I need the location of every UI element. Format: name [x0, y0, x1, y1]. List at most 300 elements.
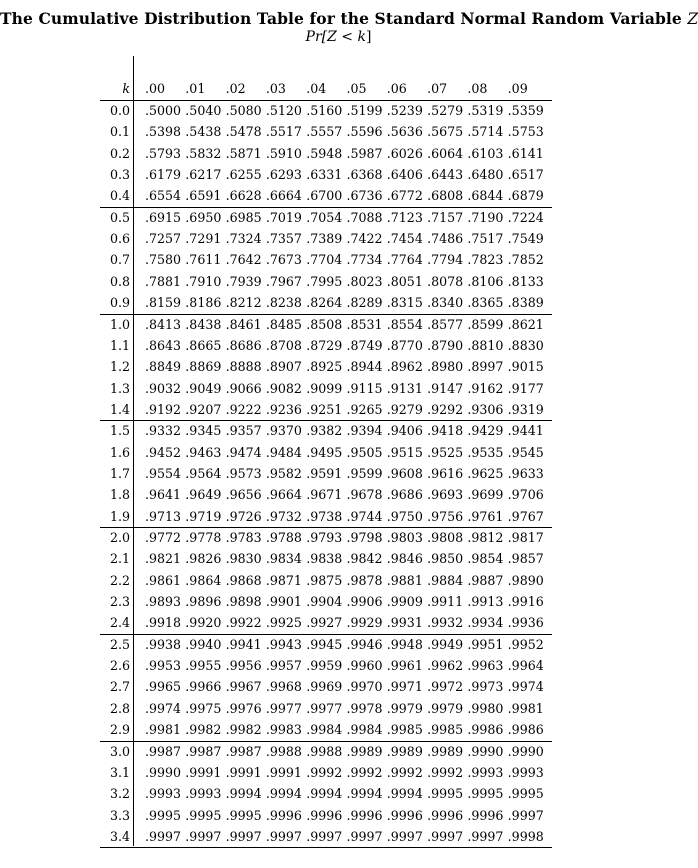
- row-k-value: 0.8: [109, 273, 130, 289]
- probability-cell: .5279: [427, 103, 464, 118]
- row-k-value: 3.3: [109, 807, 130, 823]
- probability-cell: .9940: [185, 636, 222, 652]
- probability-cell: .9893: [145, 594, 182, 610]
- probability-cell: .7549: [507, 231, 544, 247]
- probability-cell: .7852: [507, 252, 544, 268]
- probability-cell: .9989: [427, 743, 464, 759]
- probability-cell: .9953: [145, 658, 182, 674]
- probability-cell: .9616: [427, 465, 464, 481]
- probability-cell: .9990: [507, 743, 544, 759]
- probability-cell: .8078: [427, 273, 464, 289]
- probability-cell: .9996: [467, 807, 504, 823]
- probability-cell: .8577: [427, 316, 464, 332]
- probability-cell: .7580: [145, 252, 182, 268]
- probability-cell: .9099: [306, 380, 343, 396]
- probability-cell: .9990: [467, 743, 504, 759]
- probability-cell: .9911: [427, 594, 464, 610]
- probability-cell: .9986: [507, 722, 544, 738]
- probability-cell: .9429: [467, 423, 504, 439]
- probability-cell: .8849: [145, 359, 182, 375]
- probability-cell: .9649: [185, 487, 222, 503]
- probability-cell: .9573: [225, 465, 262, 481]
- probability-cell: .9357: [225, 423, 262, 439]
- probability-cell: .9861: [145, 572, 182, 588]
- probability-cell: .9998: [507, 828, 544, 844]
- table-row: [100, 506, 552, 527]
- probability-cell: .9177: [507, 380, 544, 396]
- probability-cell: .9783: [225, 530, 262, 545]
- probability-cell: .5478: [225, 124, 262, 140]
- table-row: [100, 292, 552, 313]
- probability-cell: .9984: [346, 722, 383, 738]
- probability-cell: .9965: [145, 679, 182, 695]
- probability-cell: .9495: [306, 444, 343, 460]
- probability-cell: .9960: [346, 658, 383, 674]
- header-cell: .05: [346, 81, 367, 96]
- probability-cell: .9719: [185, 508, 222, 524]
- probability-cell: .7454: [386, 231, 423, 247]
- probability-cell: .9994: [265, 786, 302, 802]
- probability-cell: .5398: [145, 124, 182, 140]
- probability-cell: .7291: [185, 231, 222, 247]
- probability-cell: .9798: [346, 530, 383, 545]
- table-row: [100, 143, 552, 164]
- probability-cell: .9988: [265, 743, 302, 759]
- table-subtitle: [0, 29, 677, 45]
- probability-cell: .9956: [225, 658, 262, 674]
- probability-cell: .9147: [427, 380, 464, 396]
- probability-cell: .9948: [386, 636, 423, 652]
- probability-cell: .9975: [185, 700, 222, 716]
- row-k-value: 0.6: [109, 231, 130, 247]
- table-row: [100, 634, 552, 655]
- probability-cell: .6103: [467, 145, 504, 161]
- probability-cell: .9854: [467, 551, 504, 567]
- header-cell: .01: [185, 81, 206, 96]
- probability-cell: .9977: [265, 700, 302, 716]
- probability-cell: .8729: [306, 337, 343, 353]
- probability-cell: .8944: [346, 359, 383, 375]
- probability-cell: .9941: [225, 636, 262, 652]
- probability-cell: .8051: [386, 273, 423, 289]
- probability-cell: .5199: [346, 103, 383, 118]
- row-k-value: 2.9: [109, 722, 130, 738]
- table-row: [100, 249, 552, 270]
- probability-cell: .9987: [185, 743, 222, 759]
- header-cell: .04: [306, 81, 327, 96]
- probability-cell: .9988: [306, 743, 343, 759]
- probability-cell: .9991: [185, 764, 222, 780]
- probability-cell: .9778: [185, 530, 222, 545]
- probability-cell: .9984: [306, 722, 343, 738]
- probability-cell: .9994: [346, 786, 383, 802]
- probability-cell: .6844: [467, 188, 504, 204]
- probability-cell: .9997: [225, 828, 262, 844]
- row-k-value: 2.1: [109, 551, 130, 567]
- probability-cell: .9996: [265, 807, 302, 823]
- table-row: [100, 655, 552, 676]
- probability-cell: .9994: [386, 786, 423, 802]
- probability-cell: .6064: [427, 145, 464, 161]
- probability-cell: .9857: [507, 551, 544, 567]
- probability-cell: .9967: [225, 679, 262, 695]
- probability-cell: .9995: [145, 807, 182, 823]
- probability-cell: .9750: [386, 508, 423, 524]
- probability-cell: .7967: [265, 273, 302, 289]
- probability-cell: .9969: [306, 679, 343, 695]
- probability-cell: .9793: [306, 530, 343, 545]
- probability-cell: .9982: [225, 722, 262, 738]
- row-k-value: 3.0: [109, 743, 130, 759]
- probability-cell: .8888: [225, 359, 262, 375]
- probability-cell: .9918: [145, 615, 182, 631]
- probability-cell: .9920: [185, 615, 222, 631]
- probability-cell: .9997: [185, 828, 222, 844]
- probability-cell: .8315: [386, 295, 423, 311]
- probability-cell: .6293: [265, 167, 302, 183]
- probability-cell: .9997: [386, 828, 423, 844]
- probability-cell: .9987: [145, 743, 182, 759]
- probability-cell: .8133: [507, 273, 544, 289]
- probability-cell: .9871: [265, 572, 302, 588]
- probability-cell: .9993: [507, 764, 544, 780]
- probability-cell: .8749: [346, 337, 383, 353]
- probability-cell: .9222: [225, 401, 262, 417]
- probability-cell: .9418: [427, 423, 464, 439]
- probability-cell: .9803: [386, 530, 423, 545]
- probability-cell: .8413: [145, 316, 182, 332]
- row-k-value: 1.9: [109, 508, 130, 524]
- probability-cell: .9990: [145, 764, 182, 780]
- probability-cell: .7389: [306, 231, 343, 247]
- probability-cell: .8925: [306, 359, 343, 375]
- probability-cell: .8554: [386, 316, 423, 332]
- table-row: [100, 121, 552, 142]
- probability-cell: .6772: [386, 188, 423, 204]
- probability-cell: .9706: [507, 487, 544, 503]
- probability-cell: .9980: [467, 700, 504, 716]
- header-cell: .09: [507, 81, 528, 96]
- probability-cell: .9916: [507, 594, 544, 610]
- probability-cell: .9997: [306, 828, 343, 844]
- probability-cell: .5239: [386, 103, 423, 118]
- table-row: [100, 527, 552, 548]
- probability-cell: .9949: [427, 636, 464, 652]
- probability-cell: .9726: [225, 508, 262, 524]
- probability-cell: .9909: [386, 594, 423, 610]
- probability-cell: .6554: [145, 188, 182, 204]
- probability-cell: .9997: [427, 828, 464, 844]
- table-row: [100, 698, 552, 719]
- probability-cell: .9943: [265, 636, 302, 652]
- probability-cell: .8599: [467, 316, 504, 332]
- probability-cell: .9345: [185, 423, 222, 439]
- probability-cell: .8708: [265, 337, 302, 353]
- probability-cell: .9319: [507, 401, 544, 417]
- probability-cell: .9452: [145, 444, 182, 460]
- probability-cell: .9192: [145, 401, 182, 417]
- row-k-value: 2.2: [109, 572, 130, 588]
- probability-cell: .5832: [185, 145, 222, 161]
- probability-cell: .9996: [427, 807, 464, 823]
- row-k-value: 0.2: [109, 145, 130, 161]
- probability-cell: .9767: [507, 508, 544, 524]
- table-row: [100, 805, 552, 826]
- probability-cell: .9901: [265, 594, 302, 610]
- row-k-value: 1.6: [109, 444, 130, 460]
- probability-cell: .8643: [145, 337, 182, 353]
- probability-cell: .9406: [386, 423, 423, 439]
- probability-cell: .9535: [467, 444, 504, 460]
- probability-cell: .8508: [306, 316, 343, 332]
- probability-cell: .9955: [185, 658, 222, 674]
- probability-cell: .7422: [346, 231, 383, 247]
- probability-cell: .7054: [306, 209, 343, 225]
- probability-cell: .9394: [346, 423, 383, 439]
- probability-cell: .7704: [306, 252, 343, 268]
- probability-cell: .9927: [306, 615, 343, 631]
- probability-cell: .9906: [346, 594, 383, 610]
- probability-cell: .9993: [145, 786, 182, 802]
- probability-cell: .7642: [225, 252, 262, 268]
- probability-cell: .6217: [185, 167, 222, 183]
- probability-cell: .9925: [265, 615, 302, 631]
- table-row: [100, 164, 552, 185]
- probability-cell: .9808: [427, 530, 464, 545]
- probability-cell: .9987: [225, 743, 262, 759]
- probability-cell: .9995: [185, 807, 222, 823]
- row-k-value: 1.3: [109, 380, 130, 396]
- probability-cell: .9236: [265, 401, 302, 417]
- table-row: [100, 741, 552, 762]
- probability-cell: .5120: [265, 103, 302, 118]
- probability-cell: .9887: [467, 572, 504, 588]
- probability-cell: .9985: [427, 722, 464, 738]
- probability-cell: .9989: [386, 743, 423, 759]
- probability-cell: .9671: [306, 487, 343, 503]
- probability-cell: .7794: [427, 252, 464, 268]
- probability-cell: .6331: [306, 167, 343, 183]
- probability-cell: .9996: [306, 807, 343, 823]
- table-title-text: The Cumulative Distribution Table for the Standard Normal Random Variable: [0, 9, 682, 28]
- table-title-variable: Z: [687, 10, 698, 28]
- probability-cell: .9936: [507, 615, 544, 631]
- table-row: [100, 314, 552, 335]
- probability-cell: .9981: [145, 722, 182, 738]
- probability-cell: .9989: [346, 743, 383, 759]
- probability-cell: .9973: [467, 679, 504, 695]
- probability-cell: .9979: [427, 700, 464, 716]
- subtitle-suffix: ]: [365, 29, 372, 45]
- probability-cell: .9505: [346, 444, 383, 460]
- probability-cell: .5636: [386, 124, 423, 140]
- probability-cell: .7357: [265, 231, 302, 247]
- probability-cell: .9545: [507, 444, 544, 460]
- probability-cell: .9997: [145, 828, 182, 844]
- probability-cell: .9971: [386, 679, 423, 695]
- row-k-value: 1.4: [109, 401, 130, 417]
- probability-cell: .8665: [185, 337, 222, 353]
- table-row: [100, 399, 552, 420]
- probability-cell: .5359: [507, 103, 544, 118]
- probability-cell: .9929: [346, 615, 383, 631]
- probability-cell: .9699: [467, 487, 504, 503]
- header-cell: .07: [427, 81, 448, 96]
- probability-cell: .9964: [507, 658, 544, 674]
- probability-cell: .9564: [185, 465, 222, 481]
- probability-cell: .6985: [225, 209, 262, 225]
- probability-cell: .9463: [185, 444, 222, 460]
- probability-cell: .6628: [225, 188, 262, 204]
- subtitle-k: k: [357, 29, 366, 45]
- probability-cell: .9995: [427, 786, 464, 802]
- header-cell: .02: [225, 81, 246, 96]
- probability-cell: .9986: [467, 722, 504, 738]
- table-row: [100, 826, 552, 847]
- probability-cell: .9625: [467, 465, 504, 481]
- probability-cell: .9864: [185, 572, 222, 588]
- row-k-value: 1.1: [109, 337, 130, 353]
- probability-cell: .9966: [185, 679, 222, 695]
- probability-cell: .8106: [467, 273, 504, 289]
- table-row: [100, 591, 552, 612]
- table-row: [100, 612, 552, 633]
- probability-cell: .9826: [185, 551, 222, 567]
- table-row: [100, 719, 552, 740]
- probability-cell: .8238: [265, 295, 302, 311]
- probability-cell: .8962: [386, 359, 423, 375]
- row-k-value: 1.2: [109, 359, 130, 375]
- probability-cell: .5319: [467, 103, 504, 118]
- probability-cell: .7734: [346, 252, 383, 268]
- probability-cell: .8790: [427, 337, 464, 353]
- probability-cell: .8159: [145, 295, 182, 311]
- header-cell: .00: [145, 81, 166, 96]
- probability-cell: .6179: [145, 167, 182, 183]
- probability-cell: .9868: [225, 572, 262, 588]
- table-row: [100, 676, 552, 697]
- probability-cell: .9656: [225, 487, 262, 503]
- table-row: [100, 548, 552, 569]
- probability-cell: .9842: [346, 551, 383, 567]
- probability-cell: .9982: [185, 722, 222, 738]
- probability-cell: .7486: [427, 231, 464, 247]
- probability-cell: .9608: [386, 465, 423, 481]
- probability-cell: .8869: [185, 359, 222, 375]
- table-row: [100, 207, 552, 228]
- probability-cell: .6480: [467, 167, 504, 183]
- probability-cell: .5948: [306, 145, 343, 161]
- header-k: k: [122, 81, 130, 96]
- row-k-value: 3.2: [109, 786, 130, 802]
- probability-cell: .9830: [225, 551, 262, 567]
- probability-cell: .7995: [306, 273, 343, 289]
- probability-cell: .9732: [265, 508, 302, 524]
- probability-cell: .9582: [265, 465, 302, 481]
- probability-cell: .9162: [467, 380, 504, 396]
- probability-cell: .9951: [467, 636, 504, 652]
- probability-cell: .5910: [265, 145, 302, 161]
- row-k-value: 3.1: [109, 764, 130, 780]
- row-k-value: 2.4: [109, 615, 130, 631]
- table-row: [100, 463, 552, 484]
- probability-cell: .9525: [427, 444, 464, 460]
- probability-cell: .5714: [467, 124, 504, 140]
- probability-cell: .8438: [185, 316, 222, 332]
- table-row: [100, 484, 552, 505]
- probability-cell: .9904: [306, 594, 343, 610]
- probability-cell: .6141: [507, 145, 544, 161]
- probability-cell: .6950: [185, 209, 222, 225]
- probability-cell: .9985: [386, 722, 423, 738]
- probability-cell: .7673: [265, 252, 302, 268]
- probability-cell: .9131: [386, 380, 423, 396]
- probability-cell: .9995: [507, 786, 544, 802]
- probability-cell: .9641: [145, 487, 182, 503]
- probability-cell: .5557: [306, 124, 343, 140]
- row-k-value: 2.7: [109, 679, 130, 695]
- probability-cell: .5438: [185, 124, 222, 140]
- probability-cell: .6664: [265, 188, 302, 204]
- probability-cell: .9992: [346, 764, 383, 780]
- probability-cell: .7088: [346, 209, 383, 225]
- probability-cell: .9970: [346, 679, 383, 695]
- probability-cell: .9599: [346, 465, 383, 481]
- probability-cell: .9015: [507, 359, 544, 375]
- header-cell: .06: [386, 81, 407, 96]
- probability-cell: .9279: [386, 401, 423, 417]
- group-rule: [100, 847, 552, 848]
- probability-cell: .8289: [346, 295, 383, 311]
- probability-cell: .6915: [145, 209, 182, 225]
- probability-cell: .9962: [427, 658, 464, 674]
- probability-cell: .7123: [386, 209, 423, 225]
- probability-cell: .8531: [346, 316, 383, 332]
- table-row: [100, 762, 552, 783]
- row-k-value: 0.1: [109, 124, 130, 140]
- probability-cell: .7324: [225, 231, 262, 247]
- row-k-value: 0.0: [109, 103, 130, 118]
- probability-cell: .9633: [507, 465, 544, 481]
- probability-cell: .9484: [265, 444, 302, 460]
- row-k-value: 2.5: [109, 636, 130, 652]
- probability-cell: .8023: [346, 273, 383, 289]
- probability-cell: .9878: [346, 572, 383, 588]
- probability-cell: .9995: [467, 786, 504, 802]
- probability-cell: .9554: [145, 465, 182, 481]
- probability-cell: .7611: [185, 252, 222, 268]
- probability-cell: .9693: [427, 487, 464, 503]
- probability-cell: .9896: [185, 594, 222, 610]
- probability-cell: .9761: [467, 508, 504, 524]
- probability-cell: .9993: [467, 764, 504, 780]
- probability-cell: .9850: [427, 551, 464, 567]
- probability-cell: .8980: [427, 359, 464, 375]
- probability-cell: .9884: [427, 572, 464, 588]
- probability-cell: .6591: [185, 188, 222, 204]
- row-k-value: 2.8: [109, 700, 130, 716]
- probability-cell: .7157: [427, 209, 464, 225]
- probability-cell: .6808: [427, 188, 464, 204]
- probability-cell: .7910: [185, 273, 222, 289]
- probability-cell: .9756: [427, 508, 464, 524]
- table-row: [100, 185, 552, 206]
- probability-cell: .9997: [265, 828, 302, 844]
- probability-cell: .6255: [225, 167, 262, 183]
- probability-cell: .9292: [427, 401, 464, 417]
- header-cell: .08: [467, 81, 488, 96]
- probability-cell: .7019: [265, 209, 302, 225]
